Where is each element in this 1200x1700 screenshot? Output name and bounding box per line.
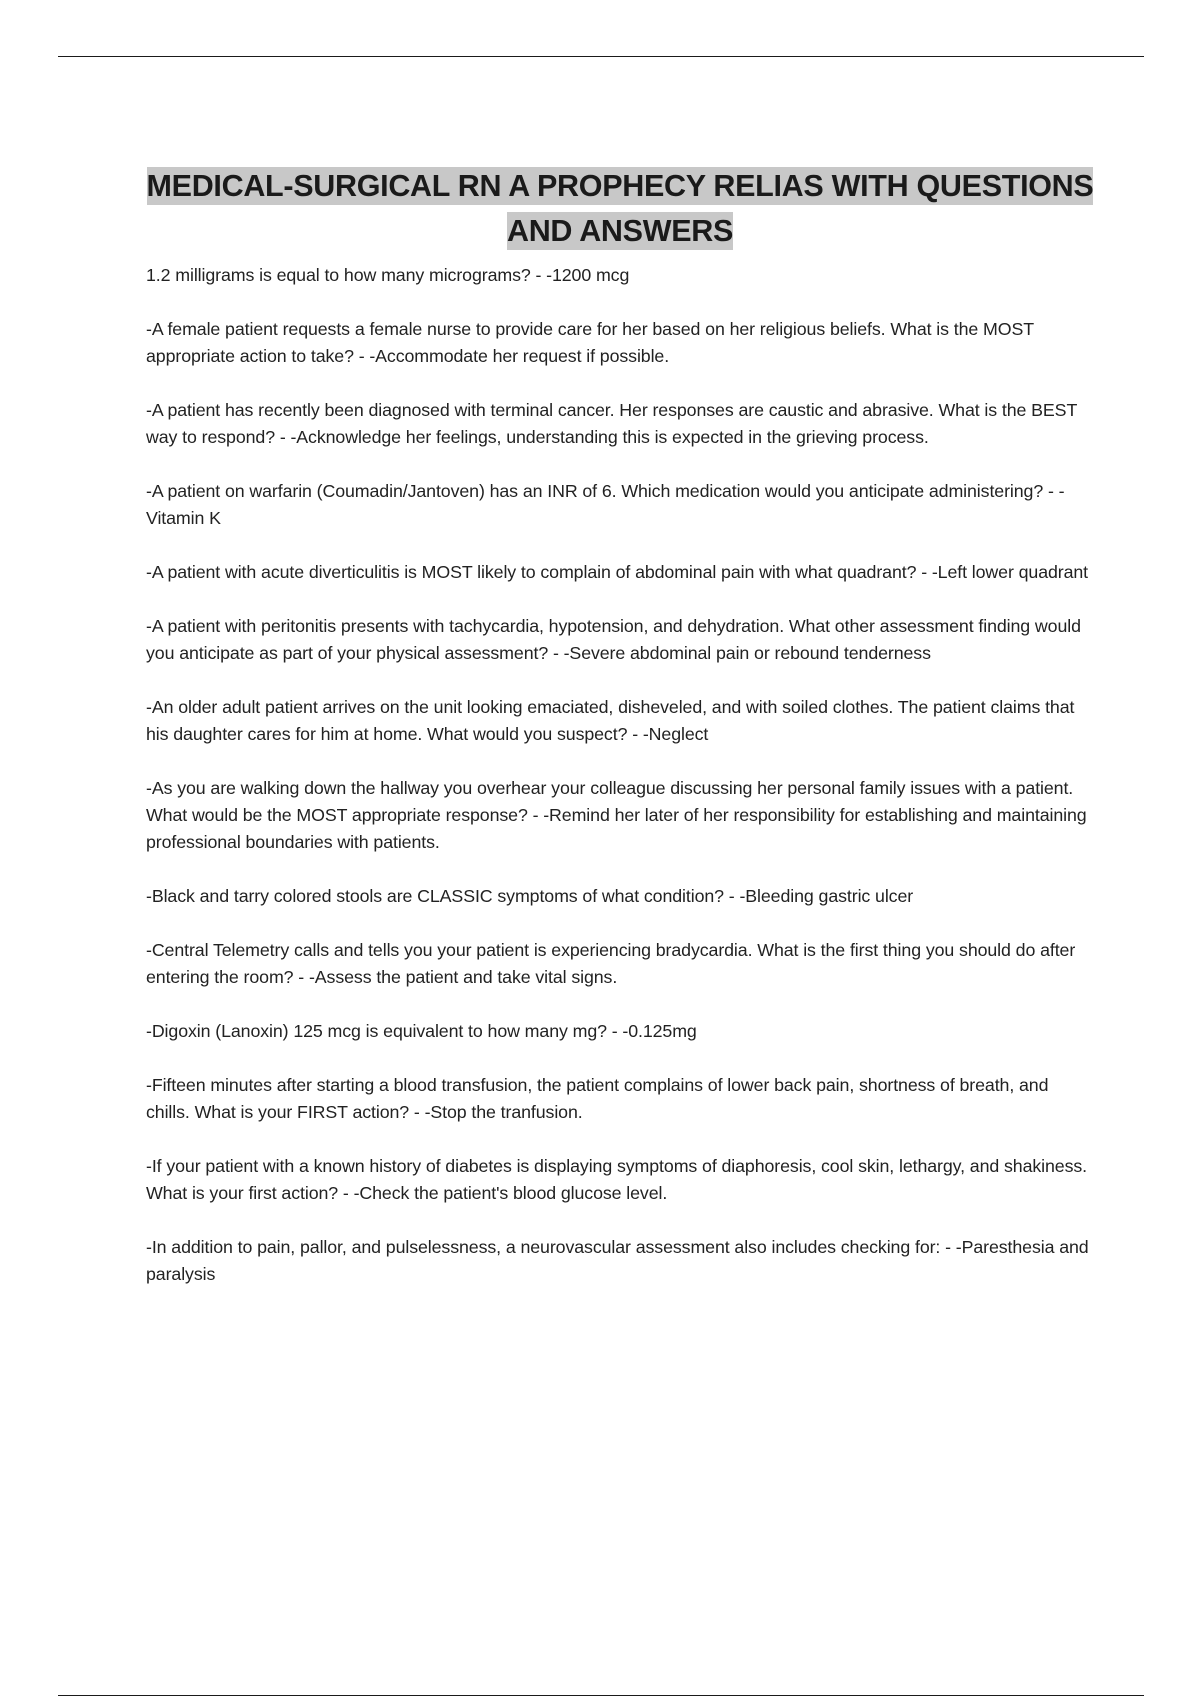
top-rule: [58, 56, 1144, 57]
qa-item: -Digoxin (Lanoxin) 125 mcg is equivalent to how many mg? - -0.125mg: [146, 1021, 697, 1041]
qa-item: -A patient with acute diverticulitis is MOST likely to complain of abdominal pain with what quadrant? - -Left lower quadrant: [146, 562, 1089, 582]
qa-item: -A patient with peritonitis presents with tachycardia, hypotension, and dehydration. What other assessment finding would you anticipate as part of your physical assessment? - -Severe abdominal pain or rebound tenderness: [146, 616, 1081, 663]
qa-item: -A patient on warfarin (Coumadin/Jantoven) has an INR of 6. Which medication would you anticipate administering? - -Vitamin K: [146, 481, 1065, 528]
qa-item: 1.2 milligrams is equal to how many micrograms? - -1200 mcg: [146, 265, 630, 285]
qa-item: -Central Telemetry calls and tells you your patient is experiencing bradycardia. What is the first thing you should do after entering the room? - -Assess the patient and take vital signs.: [146, 940, 1076, 987]
qa-item: -A female patient requests a female nurse to provide care for her based on her religious beliefs. What is the MOST appropriate action to take? - -Accommodate her request if possible.: [146, 319, 1034, 366]
qa-list: [146, 262, 1092, 1315]
qa-item: -Fifteen minutes after starting a blood transfusion, the patient complains of lower back pain, shortness of breath, and chills. What is your FIRST action? - -Stop the tranfusion.: [146, 1075, 1049, 1122]
qa-item: -As you are walking down the hallway you overhear your colleague discussing her personal family issues with a patient. What would be the MOST appropriate response? - -Remind her later of her responsibility for establishing and maintaining professional boundaries with patients.: [146, 778, 1087, 852]
qa-item: -An older adult patient arrives on the unit looking emaciated, disheveled, and with soiled clothes. The patient claims that his daughter cares for him at home. What would you suspect? - -Neglect: [146, 697, 1075, 744]
document-title: [140, 164, 1100, 254]
qa-item: -In addition to pain, pallor, and pulselessness, a neurovascular assessment also includes checking for: - -Paresthesia and paralysis: [146, 1237, 1089, 1284]
qa-item: -If your patient with a known history of diabetes is displaying symptoms of diaphoresis, cool skin, lethargy, and shakiness. What is your first action? - -Check the patient's blood glucose level.: [146, 1156, 1088, 1203]
qa-item: -A patient has recently been diagnosed with terminal cancer. Her responses are caustic and abrasive. What is the BEST way to respond? - -Acknowledge her feelings, understanding this is expected in the grieving process.: [146, 400, 1077, 447]
bottom-rule: [58, 1695, 1144, 1696]
document-title-text: MEDICAL-SURGICAL RN A PROPHECY RELIAS WITH QUESTIONS AND ANSWERS: [146, 169, 1094, 249]
qa-item: -Black and tarry colored stools are CLASSIC symptoms of what condition? - -Bleeding gastric ulcer: [146, 886, 914, 906]
